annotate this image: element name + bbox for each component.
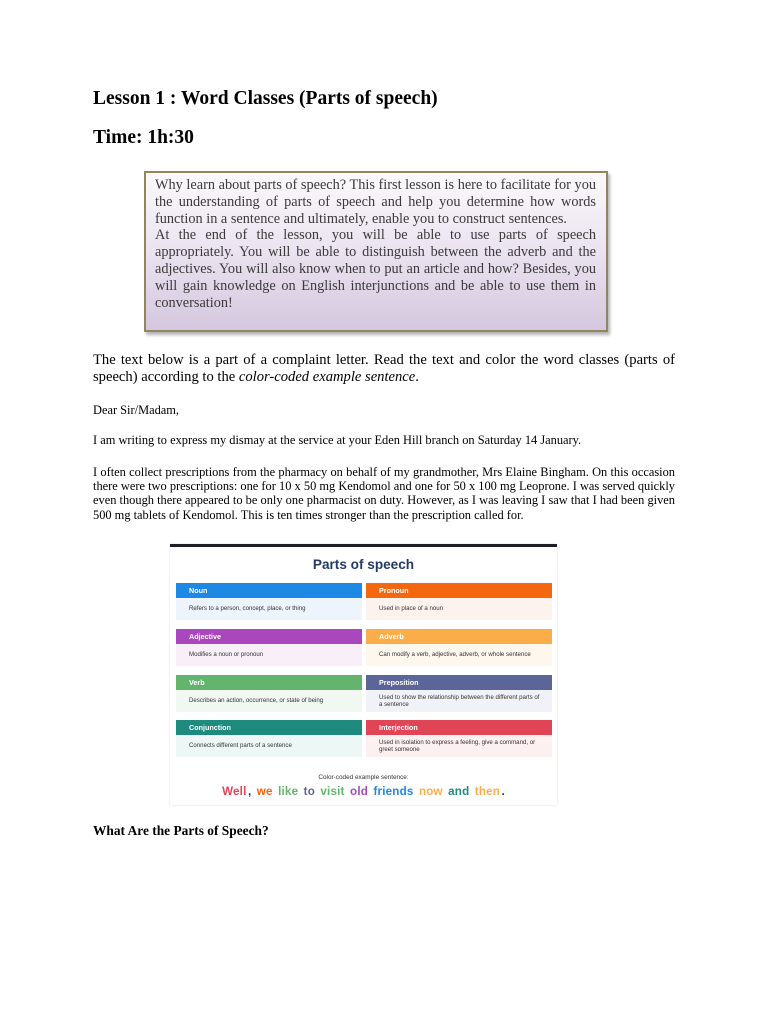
pos-cell-interjection xyxy=(366,720,552,757)
example-word: then xyxy=(474,785,501,798)
pos-cell-verb xyxy=(176,675,362,712)
pos-description: Modifies a noun or pronoun xyxy=(176,644,362,666)
example-word: , xyxy=(247,785,252,798)
pos-name: Interjection xyxy=(366,720,552,735)
example-word: to xyxy=(303,785,315,798)
pos-name: Adjective xyxy=(176,629,362,644)
instruction-text-start: The text below is a part of a complaint letter. Read the text and color the word classes (parts of speech) according to the xyxy=(93,352,675,385)
pos-description: Describes an action, occurrence, or state of being xyxy=(176,690,362,712)
pos-description: Used in place of a noun xyxy=(366,598,552,620)
example-word: and xyxy=(448,785,470,798)
pos-name: Adverb xyxy=(366,629,552,644)
intro-box xyxy=(144,171,608,332)
intro-paragraph-1: Why learn about parts of speech? This first lesson is here to facilitate for you the understanding of parts of speech and help you determine how words function in a sentence and ultimately, enable you to construct sentences. xyxy=(155,177,596,227)
parts-of-speech-infographic xyxy=(170,544,557,805)
pos-cell-conjunction xyxy=(176,720,362,757)
pos-cell-adjective xyxy=(176,629,362,666)
pos-description: Used to show the relationship between the different parts of a sentence xyxy=(366,690,552,712)
example-sentence xyxy=(170,785,557,798)
pos-name: Noun xyxy=(176,583,362,598)
example-word: old xyxy=(350,785,369,798)
pos-description: Refers to a person, concept, place, or thing xyxy=(176,598,362,620)
pos-cell-pronoun xyxy=(366,583,552,620)
infographic-title: Parts of speech xyxy=(312,557,415,572)
example-word: visit xyxy=(320,785,345,798)
instruction-text-end: . xyxy=(415,369,419,385)
pos-description: Connects different parts of a sentence xyxy=(176,735,362,757)
letter-paragraph-2: I often collect prescriptions from the pharmacy on behalf of my grandmother, Mrs Elaine Bingham. On this occasion there were two prescriptions: one for 10 x 50 mg Kendomol and one for 50 x 100 mg Leoprone. I was served quickly even though there appeared to be only one pharmacist on duty. However, as I was leaving I saw that I had been given 500 mg tablets of Kendomol. This is ten times stronger than the prescription called for. xyxy=(93,465,675,522)
pos-description: Can modify a verb, adjective, adverb, or whole sentence xyxy=(366,644,552,666)
letter-salutation: Dear Sir/Madam, xyxy=(93,403,180,417)
example-word: now xyxy=(418,785,443,798)
instruction-text xyxy=(93,352,675,386)
example-word: Well xyxy=(222,785,247,798)
pos-name: Preposition xyxy=(366,675,552,690)
letter-paragraph-1: I am writing to express my dismay at the service at your Eden Hill branch on Saturday 14 January. xyxy=(93,433,582,447)
lesson-title: Lesson 1 : Word Classes (Parts of speech) xyxy=(93,88,438,109)
instruction-emphasis: color-coded example sentence xyxy=(238,369,416,385)
example-word: we xyxy=(256,785,273,798)
intro-paragraph-2: At the end of the lesson, you will be able to use parts of speech appropriately. You will be able to distinguish between the adverb and the adjectives. You will also know when to put an article and how? Besides, you will gain knowledge on English interjunctions and be able to use them in conversation! xyxy=(155,227,596,311)
example-caption: Color-coded example sentence: xyxy=(318,774,409,781)
pos-cell-noun xyxy=(176,583,362,620)
pos-name: Conjunction xyxy=(176,720,362,735)
example-word: . xyxy=(501,785,505,798)
pos-description: Used in isolation to express a feeling, give a command, or greet someone xyxy=(366,735,552,757)
pos-cell-adverb xyxy=(366,629,552,666)
pos-name: Verb xyxy=(176,675,362,690)
pos-cell-preposition xyxy=(366,675,552,712)
section-heading: What Are the Parts of Speech? xyxy=(93,823,269,838)
pos-name: Pronoun xyxy=(366,583,552,598)
example-word: friends xyxy=(373,785,414,798)
lesson-time: Time: 1h:30 xyxy=(93,127,194,148)
example-word: like xyxy=(278,785,299,798)
